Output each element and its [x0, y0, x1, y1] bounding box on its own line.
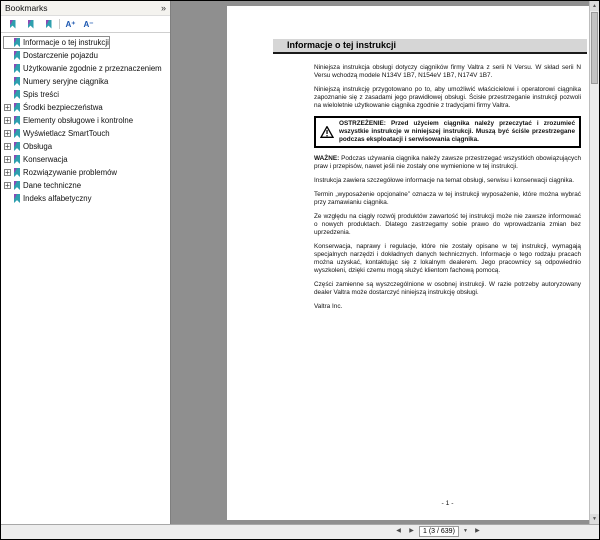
page-title: Informacje o tej instrukcji: [273, 39, 587, 54]
vertical-scrollbar[interactable]: [589, 1, 599, 524]
warning-body: Przed użyciem ciągnika należy przeczytać i zrozumieć wszystkie instrukcje w niniejszej instrukcji. Muszą być ściśle przestrzegane podczas eksploatacji i serwisowania ciągnika.: [339, 120, 575, 143]
paragraph: Części zamienne są wyszczególnione w osobnej instrukcji. W razie potrzeby autoryzowany dealer Valtra może dostarczyć niniejszą instrukcję obsługi.: [314, 281, 581, 296]
warning-label: OSTRZEŻENIE:: [339, 120, 386, 127]
bookmark-label: Rozwiązywanie problemów: [23, 168, 118, 177]
document-view: [171, 1, 589, 524]
bookmark-item[interactable]: [3, 88, 60, 101]
next-page-button[interactable]: ▶: [406, 526, 417, 537]
expander-plus-icon[interactable]: +: [5, 181, 10, 190]
bookmark-icon: [14, 168, 20, 177]
bookmark-item[interactable]: [3, 75, 109, 88]
bookmark-label: Obsługa: [23, 142, 53, 151]
expander-plus-icon[interactable]: +: [5, 168, 10, 177]
bookmark-label: Środki bezpieczeństwa: [23, 103, 103, 112]
paragraph: Niniejszą instrukcję przygotowano po to, aby umożliwić właścicielowi i operatorowi ciągnika zapoznanie się z zasadami jego prawidłowej obsługi. Ścisłe przestrzeganie instrukcji pozwoli na wieloletnie użytkowanie ciągnika zgodnie z tradycjami firmy Valtra.: [314, 86, 581, 109]
paragraph: Niniejsza instrukcja obsługi dotyczy ciągników firmy Valtra z serii N Versu. W skład serii N Versu wchodzą modele N134V 1B7, N154eV 1B7, N174V 1B7.: [314, 64, 581, 79]
add-bookmark-button[interactable]: [41, 18, 56, 31]
expander-plus-icon[interactable]: +: [5, 142, 10, 151]
bookmark-icon: [14, 38, 20, 47]
bookmark-label: Spis treści: [23, 90, 59, 99]
bookmark-icon: [14, 142, 20, 151]
bookmark-item[interactable]: [3, 127, 111, 140]
toolbar-divider: [59, 19, 60, 29]
bookmark-label: Elementy obsługowe i kontrolne: [23, 116, 134, 125]
expander-plus-icon[interactable]: +: [5, 103, 10, 112]
expand-current-bookmark-button[interactable]: [5, 18, 20, 31]
scroll-down-icon[interactable]: ▼: [590, 514, 599, 524]
increase-text-size-button[interactable]: A⁺: [63, 18, 78, 31]
page-navigation: [393, 526, 483, 537]
bookmark-ribbon-icon: [10, 20, 16, 29]
bookmark-icon: [14, 51, 20, 60]
important-body: Podczas używania ciągnika należy zawsze przestrzegać wszystkich obowiązujących praw i przepisów, nawet jeśli nie zostały one wymienione w tej instrukcji.: [314, 155, 581, 170]
warning-triangle-icon: [320, 126, 334, 138]
bookmark-icon: [14, 181, 20, 190]
bookmark-item[interactable]: [3, 101, 104, 114]
bookmark-item[interactable]: [3, 140, 53, 153]
bookmark-item[interactable]: [3, 166, 118, 179]
bookmark-icon: [14, 64, 20, 73]
bookmark-icon: [14, 194, 20, 203]
paragraph: Konserwacja, naprawy i regulacje, które nie zostały opisane w tej instrukcji, wymagają specjalnych narzędzi i dokładnych danych technicznych. Informacje o tego rodzaju pracach można uzyskać, kontaktując się z lokalnym dealerem. Jego pracownicy są odpowiednio wyszkoleni, dzięki czemu mogą służyć klientom fachową pomocą.: [314, 243, 581, 274]
decrease-text-size-button[interactable]: A⁻: [81, 18, 96, 31]
bookmark-icon: [14, 116, 20, 125]
expander-plus-icon[interactable]: +: [5, 116, 10, 125]
bookmark-item[interactable]: [3, 192, 92, 205]
bookmark-label: Numery seryjne ciągnika: [23, 77, 109, 86]
signature: Valtra Inc.: [314, 303, 343, 310]
bookmark-icon: [14, 103, 20, 112]
bookmark-icon: [14, 155, 20, 164]
bookmark-label: Informacje o tej instrukcji: [23, 38, 109, 47]
bookmark-item[interactable]: [3, 62, 163, 75]
bookmark-item[interactable]: [3, 179, 82, 192]
bookmark-ribbon-icon: [46, 20, 52, 29]
bookmark-ribbon-icon: [28, 20, 34, 29]
paragraph: Termin „wyposażenie opcjonalne” oznacza w tej instrukcji wyposażenie, które można wybrać przy zamawianiu ciągnika.: [314, 191, 581, 206]
page-number: - 1 -: [441, 500, 454, 507]
bookmark-label: Dane techniczne: [23, 181, 82, 190]
bookmark-item[interactable]: [3, 153, 69, 166]
bookmarks-panel-title: Bookmarks: [5, 3, 48, 13]
expander-plus-icon[interactable]: +: [5, 155, 10, 164]
page-body: [314, 64, 581, 311]
bookmark-label: Wyświetlacz SmartTouch: [23, 129, 110, 138]
paragraph: [314, 155, 581, 171]
scrollbar-thumb[interactable]: [591, 12, 598, 84]
bookmarks-panel: [1, 1, 171, 524]
bookmarks-tree: [1, 33, 170, 208]
page-number-input[interactable]: 1 (3 / 639): [419, 526, 459, 537]
collapse-all-bookmarks-button[interactable]: [23, 18, 38, 31]
bookmark-label: Użytkowanie zgodnie z przeznaczeniem: [23, 64, 162, 73]
bookmarks-panel-header: [1, 1, 170, 16]
bookmark-icon: [14, 129, 20, 138]
bookmark-item[interactable]: [3, 36, 110, 49]
paragraph: Ze względu na ciągły rozwój produktów zawartość tej instrukcji może nie zawsze informować o nowych produktach. Dlatego zastrzegamy sobie prawo do wprowadzania zmian bez uprzedzenia.: [314, 213, 581, 236]
bookmark-item[interactable]: [3, 114, 134, 127]
bookmark-icon: [14, 77, 20, 86]
expander-plus-icon[interactable]: +: [5, 129, 10, 138]
pdf-page: [227, 6, 589, 520]
previous-page-button[interactable]: ◀: [393, 526, 404, 537]
bookmarks-toolbar: [1, 16, 170, 33]
panel-collapse-icon[interactable]: »: [160, 3, 166, 13]
bookmark-label: Indeks alfabetyczny: [23, 194, 92, 203]
scroll-up-icon[interactable]: ▲: [590, 1, 599, 11]
next-view-button[interactable]: ▶: [472, 526, 483, 537]
bookmark-item[interactable]: [3, 49, 99, 62]
important-label: WAŻNE:: [314, 155, 340, 162]
bookmark-label: Dostarczenie pojazdu: [23, 51, 98, 60]
status-bar: [1, 524, 599, 539]
warning-text: [339, 120, 575, 144]
warning-box: [314, 116, 581, 148]
paragraph: Instrukcja zawiera szczegółowe informacje na temat obsługi, serwisu i konserwacji ciągnika.: [314, 177, 574, 184]
page-dropdown-caret-icon[interactable]: ▼: [461, 526, 470, 537]
bookmark-icon: [14, 90, 20, 99]
bookmark-label: Konserwacja: [23, 155, 68, 164]
